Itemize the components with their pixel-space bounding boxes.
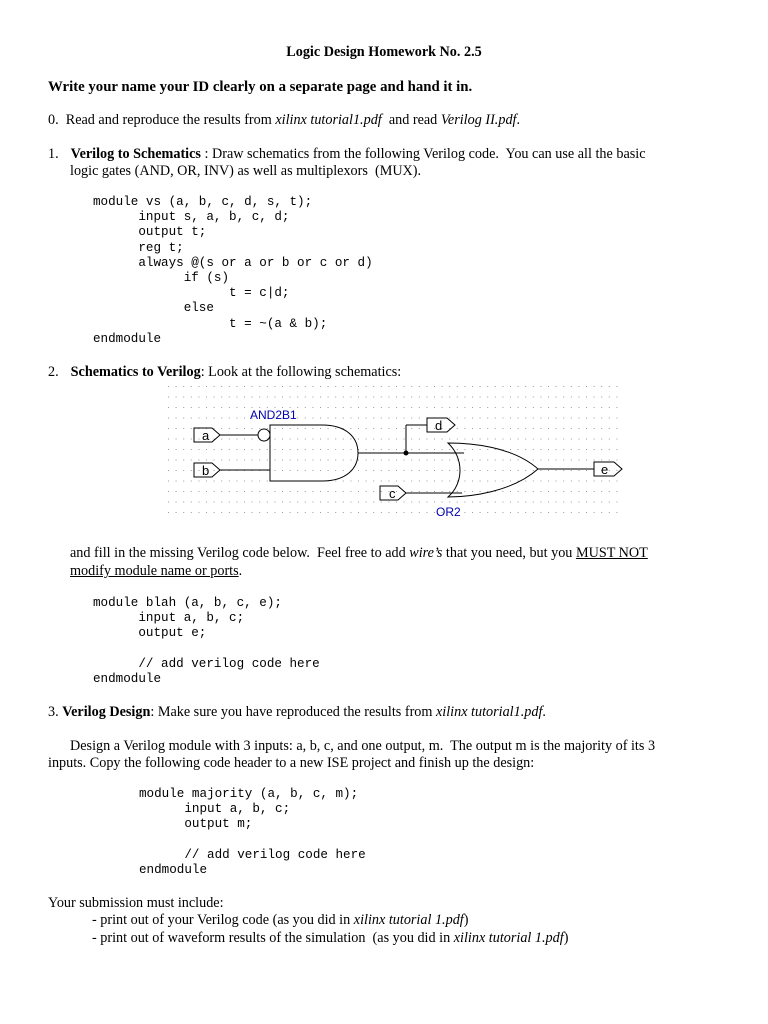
code-line: always @(s or a or b or c or d) (93, 255, 373, 270)
code-line: input a, b, c; (93, 611, 245, 626)
code-line: input a, b, c; (139, 802, 291, 817)
or-gate-shape (448, 443, 538, 497)
document-title: Logic Design Homework No. 2.5 (286, 44, 482, 60)
code-line: module blah (a, b, c, e); (93, 596, 282, 610)
question-1-line-2: logic gates (AND, OR, INV) as well as multiplexors (MUX). (70, 163, 422, 179)
code-line: endmodule (139, 863, 208, 878)
or-gate-label: OR2 (436, 505, 461, 519)
code-line: reg t; (93, 240, 184, 255)
question-1-line-1: 1. Verilog to Schematics : Draw schematics from the following Verilog code. You can use all the basic (48, 146, 646, 162)
code-line: module vs (a, b, c, d, s, t); (93, 195, 313, 209)
code-line: module majority (a, b, c, m); (139, 787, 359, 801)
code-line: endmodule (93, 331, 162, 346)
schematic-diagram (162, 380, 628, 520)
code-line: endmodule (93, 672, 162, 687)
question-2-line: 2. Schematics to Verilog: Look at the following schematics: (48, 364, 402, 380)
code-line: // add verilog code here (93, 656, 320, 671)
question-2-fill-line-2: modify module name or ports. (70, 563, 243, 579)
question-3-paragraph-line-1: Design a Verilog module with 3 inputs: a, b, c, and one output, m. The output m is the majority of its 3 (70, 738, 656, 754)
port-b-label: b (202, 463, 210, 478)
code-line: output m; (139, 817, 253, 832)
port-a-label: a (202, 428, 210, 443)
question-2-fill-line-1: and fill in the missing Verilog code below. Feel free to add wire’s that you need, but you MUST NOT (70, 545, 648, 561)
code-line: t = ~(a & b); (93, 316, 328, 331)
code-line (139, 833, 366, 848)
code-line (93, 642, 320, 657)
code-line: else (93, 301, 214, 316)
verilog-code-block-2 (93, 596, 320, 687)
code-line: input s, a, b, c, d; (93, 210, 290, 225)
instruction-line: Write your name your ID clearly on a separate page and hand it in. (48, 79, 473, 95)
code-line: t = c|d; (93, 286, 290, 301)
code-line: output e; (93, 626, 207, 641)
verilog-code-block-3 (139, 787, 366, 878)
submission-intro: Your submission must include: (48, 895, 224, 911)
submission-item-2: - print out of waveform results of the simulation (as you did in xilinx tutorial 1.pdf) (92, 930, 569, 946)
inversion-bubble (258, 429, 270, 441)
code-line: output t; (93, 225, 207, 240)
code-line: if (s) (93, 271, 230, 286)
question-3-line: 3. Verilog Design: Make sure you have reproduced the results from xilinx tutorial1.pdf. (48, 704, 546, 720)
code-line: // add verilog code here (139, 847, 366, 862)
port-e-label: e (601, 462, 609, 477)
port-c-label: c (389, 486, 396, 501)
and-gate-label: AND2B1 (250, 408, 297, 422)
question-0: 0. Read and reproduce the results from xilinx tutorial1.pdf and read Verilog II.pdf. (48, 112, 521, 128)
question-3-paragraph-line-2: inputs. Copy the following code header to a new ISE project and finish up the design: (48, 755, 535, 771)
verilog-code-block-1 (93, 195, 373, 347)
submission-item-1: - print out of your Verilog code (as you did in xilinx tutorial 1.pdf) (92, 912, 469, 928)
port-d-label: d (435, 418, 443, 433)
and-gate-shape (270, 425, 358, 481)
